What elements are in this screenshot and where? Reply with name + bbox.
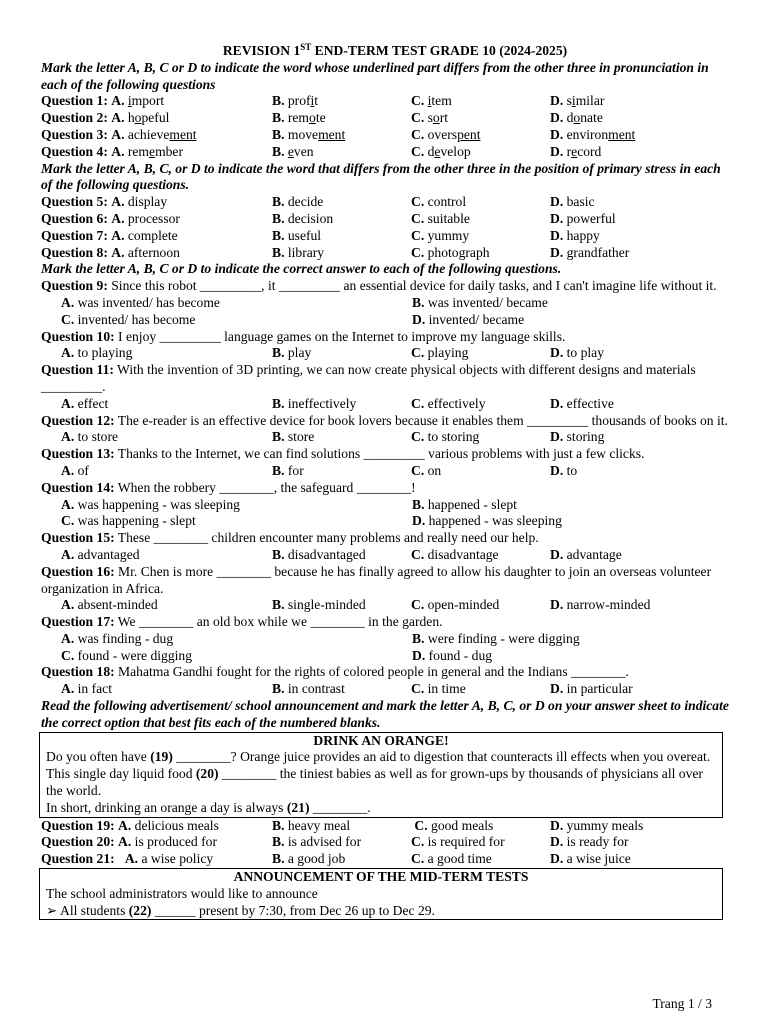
stress-question-6: Question 6: A. processor B. decision C. suitable D. powerful [41, 210, 616, 226]
question-14-options-ab: A. was happening - was sleeping B. happened - slept [61, 496, 517, 512]
question-15-options: A. advantaged B. disadvantaged C. disadvantage D. advantage [61, 546, 622, 562]
question-18: Question 18: Mahatma Gandhi fought for the rights of colored people in general and the Indians ________. [41, 664, 629, 680]
page-title: REVISION 1ST END-TERM TEST GRADE 10 (2024-2025) [222, 42, 568, 58]
pronunciation-question-4: Question 4: A. remember B. even C. develop D. record [41, 143, 602, 159]
advertisement-paragraph-1: Do you often have (19) ________? Orange juice provides an aid to digestion that counteracts ill effects when you overeat. [46, 749, 711, 765]
page-number: Trang 1 / 3 [652, 996, 712, 1011]
question-14-options-cd: C. was happening - slept D. happened - was sleeping [61, 513, 562, 529]
question-17-options-ab: A. was finding - dug B. were finding - were digging [61, 630, 580, 646]
question-9-options-cd: C. invented/ has become D. invented/ became [61, 311, 525, 327]
announcement-line-1: The school administrators would like to announce [46, 885, 318, 901]
question-14: Question 14: When the robbery ________, the safeguard ________! [41, 479, 416, 495]
announcement-box [39, 868, 723, 920]
stress-questions [41, 194, 729, 261]
worksheet-page [41, 43, 729, 920]
advertisement-paragraph-2: This single day liquid food (20) ________ the tiniest babies as well as for grown-ups by thousands of physicians all over the world. [46, 766, 703, 799]
pronunciation-question-2: Question 2: A. hopeful B. remote C. sort D. donate [41, 110, 603, 126]
instruction-pronunciation: Mark the letter A, B, C or D to indicate the word whose underlined part differs from the other three in pronunciation in each of the following questions [41, 59, 709, 92]
announcement-heading: ANNOUNCEMENT OF THE MID-TERM TESTS [233, 869, 529, 885]
question-16-options: A. absent-minded B. single-minded C. open-minded D. narrow-minded [61, 597, 651, 613]
stress-question-8: Question 8: A. afternoon B. library C. photograph D. grandfather [41, 244, 630, 260]
question-13-options: A. of B. for C. on D. to [61, 462, 578, 478]
bullet-arrow-icon: ➢ [46, 902, 58, 918]
question-17: Question 17: We ________ an old box while we ________ in the garden. [41, 614, 443, 630]
question-12-options: A. to store B. store C. to storing D. storing [61, 429, 605, 445]
instruction-correct-answer: Mark the letter A, B, C or D to indicate the correct answer to each of the following questions. [41, 261, 562, 277]
stress-question-5: Question 5: A. display B. decide C. control D. basic [41, 194, 595, 210]
question-10-options: A. to playing B. play C. playing D. to play [61, 345, 605, 361]
question-11-options: A. effect B. ineffectively C. effectively D. effective [61, 395, 614, 411]
advertisement-heading: DRINK AN ORANGE! [313, 732, 449, 748]
question-20: Question 20: A. is produced for B. is advised for C. is required for D. is ready for [41, 834, 629, 850]
question-16: Question 16: Mr. Chen is more ________ because he has finally agreed to allow his daughter to join an overseas volunteer organization in Africa. [41, 563, 712, 596]
announcement-line-2: ➢ All students (22) ______ present by 7:30, from Dec 26 up to Dec 29. [46, 902, 435, 918]
pronunciation-question-1: Question 1: A. import B. profit C. item D. similar [41, 93, 605, 109]
question-13: Question 13: Thanks to the Internet, we can find solutions _________ various problems with just a few clicks. [41, 446, 645, 462]
advertisement-box [39, 732, 723, 818]
question-9-options-ab: A. was invented/ has become B. was invented/ became [61, 294, 548, 310]
pronunciation-questions [41, 93, 729, 160]
question-9: Question 9: Since this robot _________, it _________ an essential device for daily tasks, and I can't imagine life without it. [41, 278, 717, 294]
question-12: Question 12: The e-reader is an effective device for book lovers because it enables them _________ thousands of books on it. [41, 412, 728, 428]
question-11: Question 11: With the invention of 3D printing, we can now create physical objects with different designs and materials _________. [41, 362, 696, 394]
question-10: Question 10: I enjoy _________ language games on the Internet to improve my language skills. [41, 328, 566, 344]
instruction-stress: Mark the letter A, B, C, or D to indicate the word that differs from the other three in the position of primary stress in each of the following questions. [41, 160, 721, 193]
question-19: Question 19: A. delicious meals B. heavy meal C. good meals D. yummy meals [41, 817, 644, 833]
question-17-options-cd: C. found - were digging D. found - dug [61, 647, 493, 663]
question-21: Question 21: A. a wise policy B. a good job C. a good time D. a wise juice [41, 851, 631, 867]
pronunciation-question-3: Question 3: A. achievement B. movement C. overspent D. environment [41, 126, 636, 142]
question-18-options: A. in fact B. in contrast C. in time D. in particular [61, 681, 633, 697]
advertisement-paragraph-3: In short, drinking an orange a day is always (21) ________. [46, 799, 371, 815]
instruction-reading: Read the following advertisement/ school announcement and mark the letter A, B, C, or D on your answer sheet to indicate the correct option that best fits each of the numbered blanks. [41, 698, 729, 730]
question-15: Question 15: These ________ children encounter many problems and really need our help. [41, 530, 539, 546]
stress-question-7: Question 7: A. complete B. useful C. yummy D. happy [41, 227, 600, 243]
